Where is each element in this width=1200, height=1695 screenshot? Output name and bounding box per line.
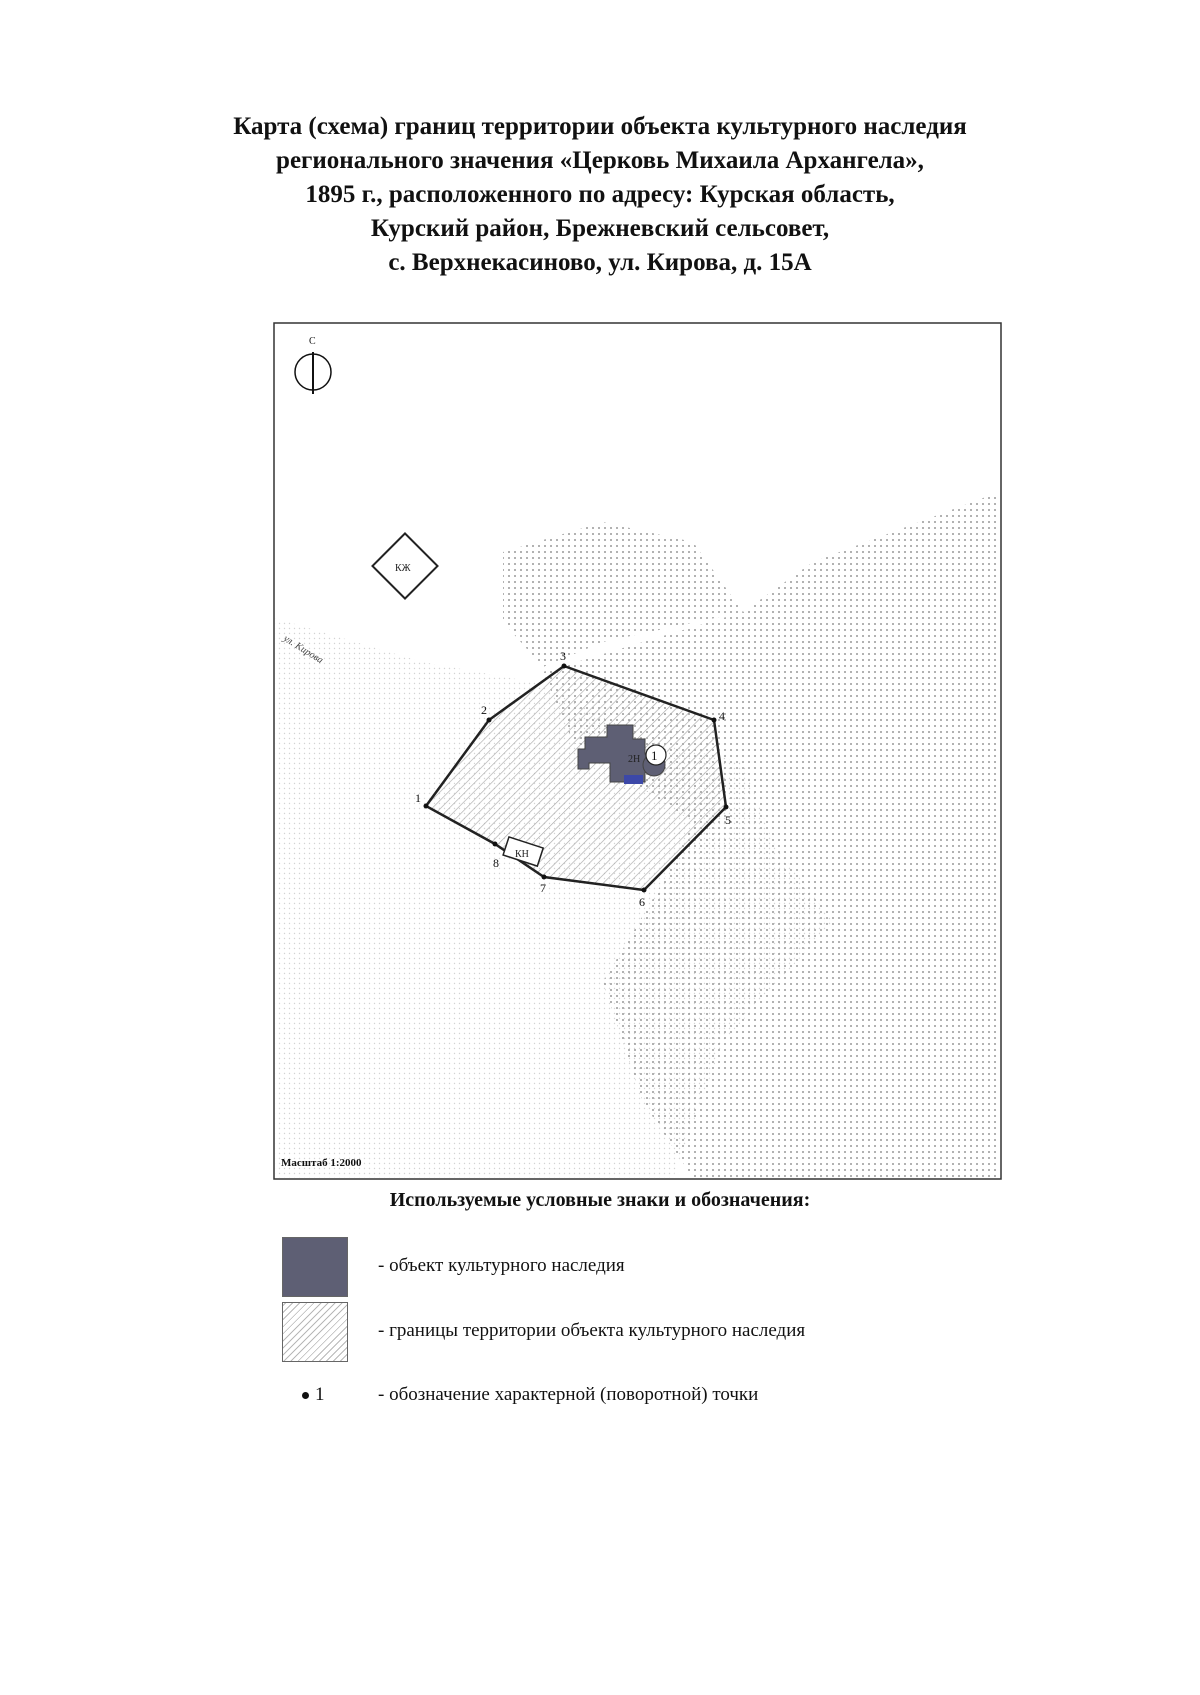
map-scale: Масштаб 1:2000	[281, 1157, 362, 1169]
point-label: 7	[540, 881, 546, 895]
legend-title: Используемые условные знаки и обозначения:	[389, 1189, 811, 1211]
point-label: 2	[481, 703, 487, 717]
church-porch	[624, 775, 643, 784]
turning-point	[487, 718, 492, 723]
building-kn-label: КН	[515, 849, 529, 860]
title-line: 1895 г., расположенного по адресу: Курская область,	[305, 181, 895, 208]
map-frame	[273, 322, 1002, 1180]
title-line: Карта (схема) границ территории объекта культурного наследия	[233, 113, 967, 140]
point-label: 1	[415, 791, 421, 805]
title-line: Курский район, Брежневский сельсовет,	[370, 215, 830, 242]
building-kzh-label: КЖ	[395, 563, 411, 574]
point-label: 8	[493, 856, 499, 870]
turning-point	[712, 718, 717, 723]
point-label: 5	[725, 813, 731, 827]
north-label: С	[309, 336, 316, 347]
point-dot-icon	[302, 1392, 309, 1399]
turning-point	[493, 842, 498, 847]
legend-text: - объект культурного наследия	[378, 1255, 625, 1276]
title-line: с. Верхнекасиново, ул. Кирова, д. 15А	[388, 249, 812, 276]
legend-text: - границы территории объекта культурного наследия	[378, 1320, 806, 1341]
church-label: 2Н	[628, 754, 641, 765]
point-label: 6	[639, 895, 645, 909]
street-label: ул. Кирова	[281, 633, 325, 667]
turning-point-symbol	[302, 1384, 332, 1406]
point-label: 4	[719, 709, 725, 723]
turning-point	[424, 804, 429, 809]
point-label: 3	[560, 649, 566, 663]
turning-point	[542, 875, 547, 880]
turning-point	[642, 888, 647, 893]
turning-point	[724, 805, 729, 810]
title-line: регионального значения «Церковь Михаила Архангела»,	[276, 147, 924, 174]
page-title	[150, 110, 1050, 280]
legend-text: - обозначение характерной (поворотной) точки	[378, 1384, 759, 1405]
point-symbol-label: 1	[315, 1384, 325, 1405]
object-number-label: 1	[651, 748, 658, 763]
heritage-object-swatch	[282, 1237, 348, 1297]
map-canvas	[273, 322, 1002, 1180]
territory-swatch	[282, 1302, 348, 1362]
turning-point	[562, 664, 567, 669]
